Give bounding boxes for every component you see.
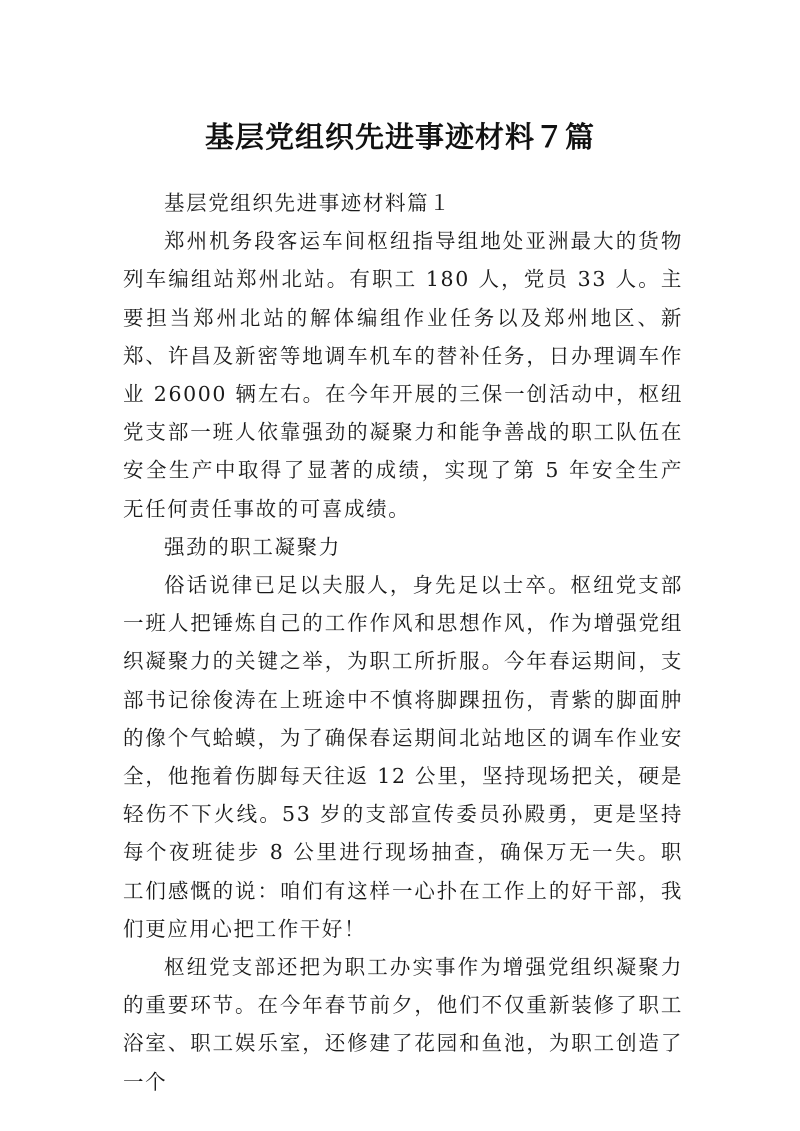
- document-title: 基层党组织先进事迹材料７篇: [204, 120, 595, 155]
- section-heading: 基层党组织先进事迹材料篇１: [164, 191, 452, 215]
- document-body: [123, 184, 683, 1101]
- body-paragraph: 枢纽党支部还把为职工办实事作为增强党组织凝聚力的重要环节。在今年春节前夕，他们不仅重新装修了职工浴室、职工娱乐室，还修建了花园和鱼池，为职工创造了一个: [123, 955, 683, 1094]
- section-heading: 强劲的职工凝聚力: [164, 534, 341, 559]
- body-paragraph: 郑州机务段客运车间枢纽指导组地处亚洲最大的货物列车编组站郑州北站。有职工 180 人，党员 33 人。主要担当郑州北站的解体编组作业任务以及郑州地区、新郑、许昌及新密等地调车机车的替补任务，日办理调车作业 26000 辆左右。在今年开展的三保一创活动中，枢纽党支部一班人依靠强劲的凝聚力和能争善战的职工队伍在安全生产中取得了显著的成绩，实现了第 5 年安全生产无任何责任事故的可喜成绩。: [123, 229, 683, 521]
- body-paragraph: 俗话说律已足以夫服人，身先足以士卒。枢纽党支部一班人把锤炼自己的工作作风和思想作风，作为增强党组织凝聚力的关键之举，为职工所折服。今年春运期间，支部书记徐俊涛在上班途中不慎将脚踝扭伤，青紫的脚面肿的像个气蛤蟆，为了确保春运期间北站地区的调车作业安全，他拖着伤脚每天往返 12 公里，坚持现场把关，硬是轻伤不下火线。53 岁的支部宣传委员孙殿勇，更是坚持每个夜班徒步 8 公里进行现场抽查，确保万无一失。职工们感慨的说：咱们有这样一心扑在工作上的好干部，我们更应用心把工作干好！: [123, 573, 683, 941]
